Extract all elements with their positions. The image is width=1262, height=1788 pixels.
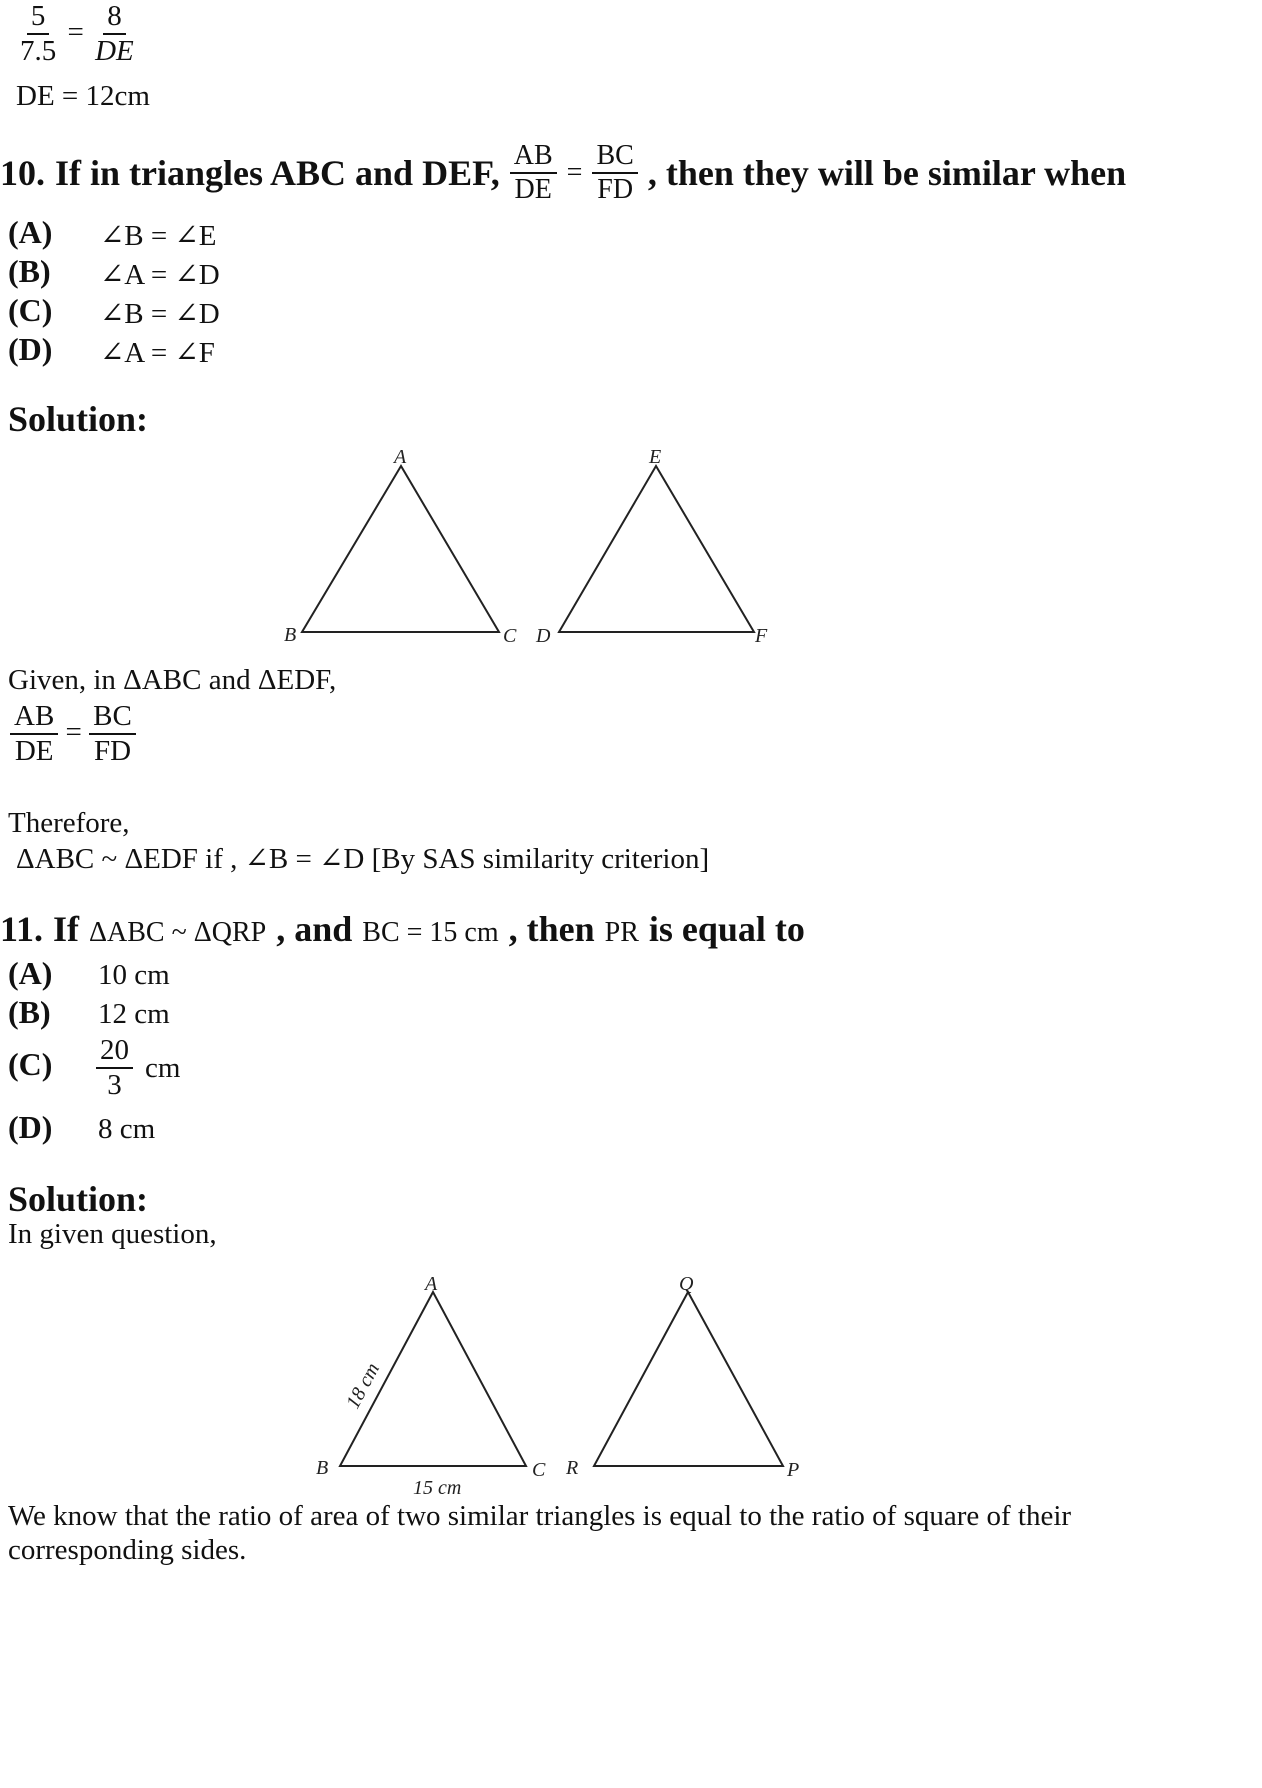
question-number: 10. bbox=[0, 153, 45, 194]
q11-solution-heading: Solution: bbox=[8, 1179, 149, 1219]
q10-option-a: (A) ∠B = ∠E bbox=[8, 214, 217, 252]
q10-solution-heading: Solution: bbox=[8, 399, 149, 439]
ratio-fraction-right: $\frac{8}{DE}$ bbox=[95, 0, 134, 68]
q11-closing-line-1: We know that the ratio of area of two similar triangles is equal to the ratio of square of their bbox=[8, 1500, 1072, 1532]
q10-therefore: Therefore, bbox=[8, 807, 130, 839]
q10-given-text: Given, in ΔABC and ΔEDF, bbox=[8, 664, 337, 696]
vertex-label-c: C bbox=[532, 1459, 546, 1481]
q11-closing-line-2: corresponding sides. bbox=[8, 1534, 247, 1566]
q11-option-b: (B) 12 cm bbox=[8, 994, 170, 1030]
question-10-title: 10. If in triangles ABC and DEF, $\frac{AB}{DE}$ = $\frac{BC}{FD}$ , then they will be similar when bbox=[0, 140, 1127, 206]
q11-option-d: (D) 8 cm bbox=[8, 1109, 156, 1145]
vertex-label-r: R bbox=[566, 1457, 579, 1479]
q11-triangles-figure bbox=[300, 1262, 820, 1502]
q10-fraction-bc-fd: $\frac{BC}{FD}$ bbox=[592, 140, 637, 206]
vertex-label-q: Q bbox=[679, 1273, 694, 1295]
given-fraction-ab-de: $\frac{AB}{DE}$ bbox=[10, 700, 58, 769]
vertex-label-c: C bbox=[503, 625, 517, 647]
vertex-label-d: D bbox=[536, 625, 551, 647]
vertex-label-f: F bbox=[755, 625, 768, 647]
vertex-label-a: A bbox=[425, 1273, 438, 1295]
top-result: DE = 12cm bbox=[16, 80, 150, 112]
given-fraction-bc-fd: $\frac{BC}{FD}$ bbox=[89, 700, 136, 769]
side-label-ab: 18 cm bbox=[341, 1359, 385, 1413]
vertex-label-b: B bbox=[316, 1457, 329, 1479]
triangle-qrp bbox=[594, 1292, 783, 1466]
q10-conclusion: ΔABC ~ ΔEDF if , ∠B = ∠D [By SAS similarity criterion] bbox=[16, 843, 710, 875]
q11-intro: In given question, bbox=[8, 1218, 217, 1250]
q10-option-d: (D) ∠A = ∠F bbox=[8, 331, 215, 369]
option-c-fraction: $\frac{20}{3}$ bbox=[96, 1034, 133, 1103]
q10-given-ratio: $\frac{AB}{DE}$ = $\frac{BC}{FD}$ bbox=[10, 700, 136, 769]
q10-triangles-figure bbox=[270, 435, 800, 655]
triangle-abc bbox=[302, 466, 499, 632]
question-number: 11. bbox=[0, 909, 44, 949]
q11-option-c: (C) $\frac{20}{3}$ cm bbox=[8, 1034, 181, 1102]
q10-option-c: (C) ∠B = ∠D bbox=[8, 292, 220, 330]
q11-option-a: (A) 10 cm bbox=[8, 955, 170, 991]
top-ratio-equation: $\frac{5}{7.5}$ = $\frac{8}{DE}$ bbox=[16, 0, 138, 69]
vertex-label-e: E bbox=[649, 446, 662, 468]
q10-fraction-ab-de: $\frac{AB}{DE}$ bbox=[510, 140, 557, 206]
vertex-label-p: P bbox=[787, 1459, 800, 1481]
vertex-label-b: B bbox=[284, 624, 297, 646]
triangle-edf bbox=[559, 466, 754, 632]
question-11-title: 11. If ΔABC ~ ΔQRP , and BC = 15 cm , then PR is equal to bbox=[0, 909, 805, 949]
vertex-label-a: A bbox=[394, 446, 407, 468]
q10-option-b: (B) ∠A = ∠D bbox=[8, 253, 220, 291]
ratio-fraction-left: $\frac{5}{7.5}$ bbox=[20, 0, 57, 68]
side-label-bc: 15 cm bbox=[413, 1477, 462, 1499]
